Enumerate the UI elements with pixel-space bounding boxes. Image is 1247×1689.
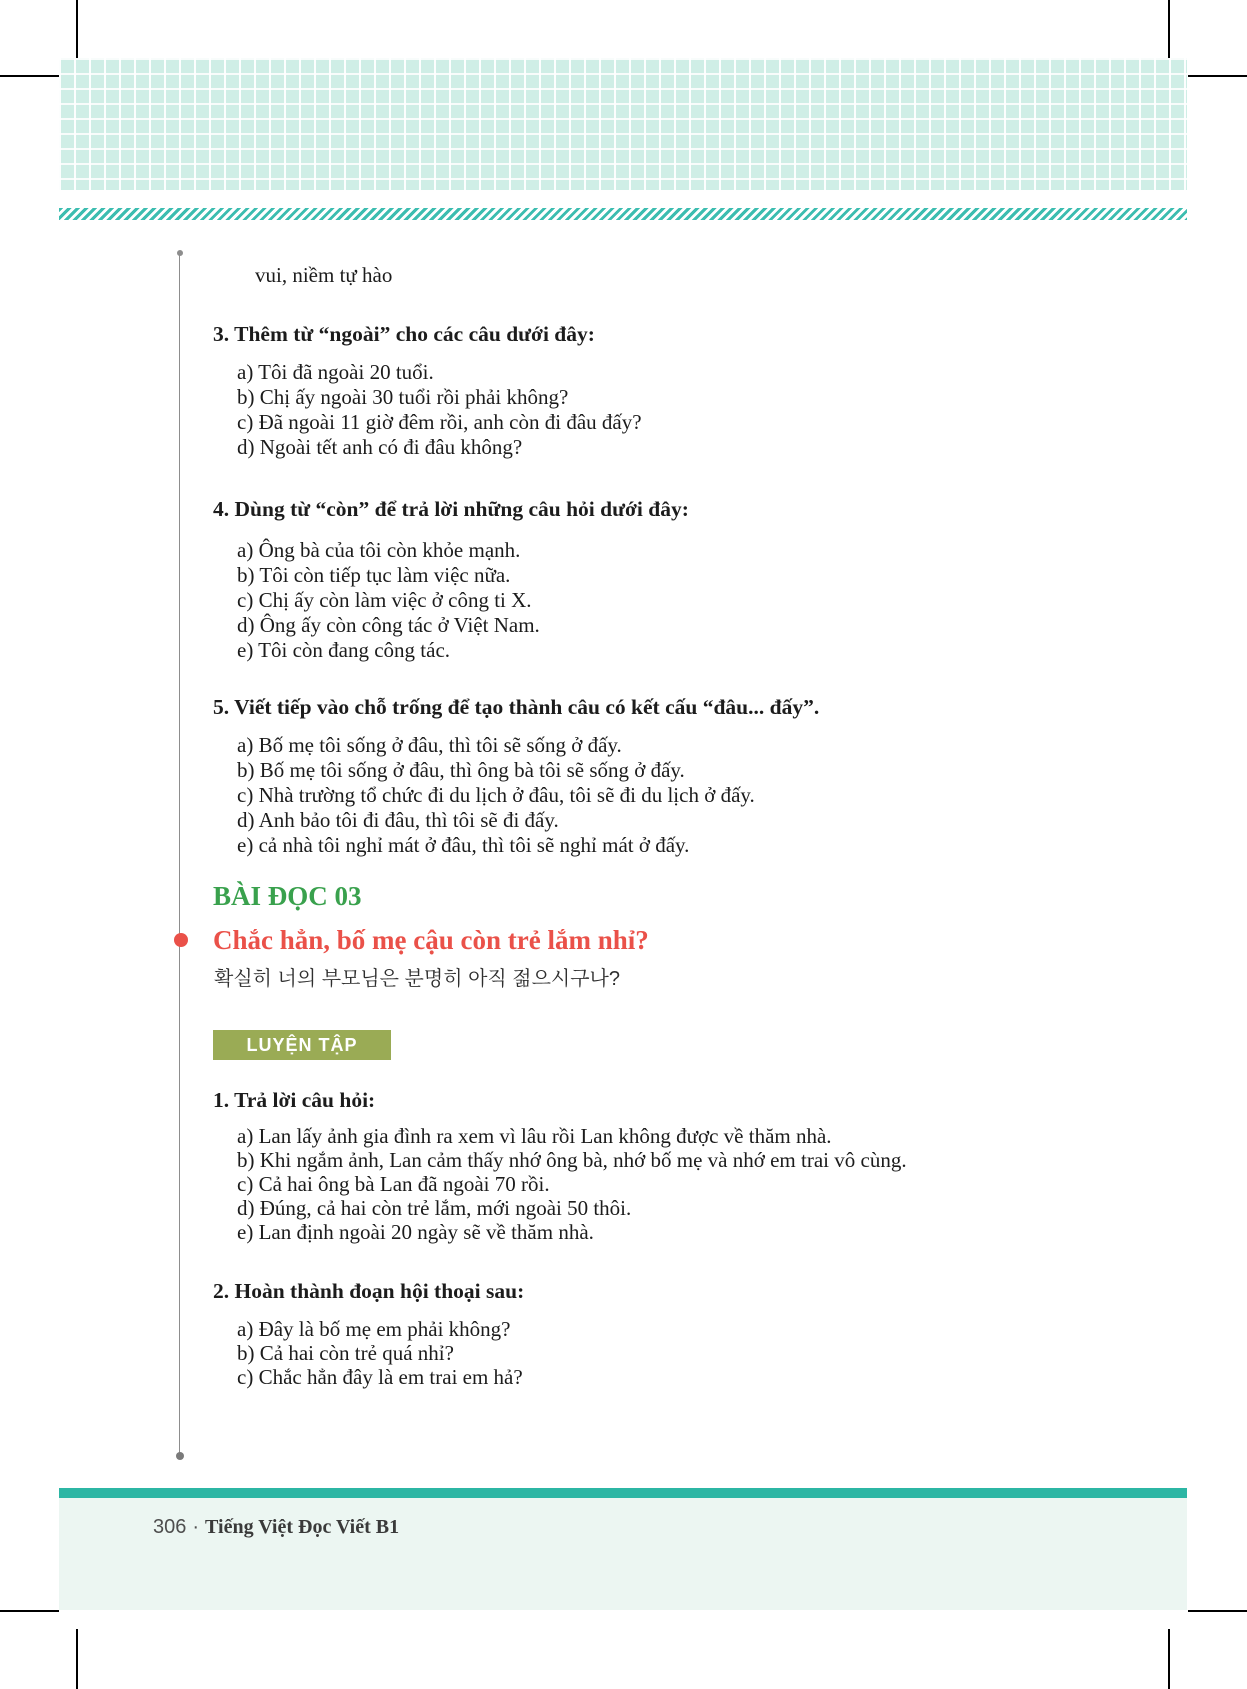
crop-mark-top-left-horizontal: [0, 75, 59, 77]
practice-1-item-d: d) Đúng, cả hai còn trẻ lắm, mới ngoài 50 thôi.: [237, 1196, 632, 1220]
exercise-4-item-a: a) Ông bà của tôi còn khỏe mạnh.: [237, 538, 521, 562]
practice-1-items: [237, 1124, 1247, 1244]
practice-2-title: 2. Hoàn thành đoạn hội thoại sau:: [213, 1279, 525, 1303]
footer-separator: ·: [192, 1516, 200, 1538]
exercise-5-item-d: d) Anh bảo tôi đi đâu, thì tôi sẽ đi đấy.: [237, 808, 559, 832]
spine-dot-bottom: [176, 1452, 184, 1460]
exercise-4-item-c: c) Chị ấy còn làm việc ở công ti X.: [237, 588, 532, 612]
crop-mark-top-right-horizontal: [1188, 75, 1247, 77]
exercise-4-item-e: e) Tôi còn đang công tác.: [237, 638, 451, 662]
exercise-5-title: 5. Viết tiếp vào chỗ trống để tạo thành câu có kết cấu “đâu... đấy”.: [213, 695, 820, 719]
footer-page-number: 306: [153, 1516, 187, 1538]
exercise-5-item-c: c) Nhà trường tổ chức đi du lịch ở đâu, tôi sẽ đi du lịch ở đấy.: [237, 783, 755, 807]
crop-mark-bottom-left-vertical: [76, 1629, 78, 1689]
exercise-4-item-d: d) Ông ấy còn công tác ở Việt Nam.: [237, 613, 540, 637]
header-grid-pattern: [59, 58, 1187, 190]
exercise-4-title: 4. Dùng từ “còn” để trả lời những câu hỏi dưới đây:: [213, 497, 689, 521]
practice-1-title: 1. Trả lời câu hỏi:: [213, 1088, 376, 1112]
footer-teal-bar: [59, 1488, 1187, 1498]
content-spine-line: [179, 253, 180, 1456]
reading-title-vietnamese: Chắc hẳn, bố mẹ cậu còn trẻ lắm nhỉ?: [213, 925, 649, 955]
practice-1-item-b: b) Khi ngắm ảnh, Lan cảm thấy nhớ ông bà, nhớ bố mẹ và nhớ em trai vô cùng.: [237, 1148, 907, 1172]
exercise-3-item-d: d) Ngoài tết anh có đi đâu không?: [237, 435, 523, 459]
crop-mark-bottom-left-horizontal: [0, 1610, 59, 1612]
exercise-5-item-b: b) Bố mẹ tôi sống ở đâu, thì ông bà tôi sẽ sống ở đấy.: [237, 758, 685, 782]
practice-2-items: [237, 1317, 1247, 1389]
reading-bullet-dot: [174, 933, 188, 947]
practice-2-item-b: b) Cả hai còn trẻ quá nhỉ?: [237, 1341, 454, 1365]
footer-background: [59, 1498, 1187, 1610]
exercise-3-item-c: c) Đã ngoài 11 giờ đêm rồi, anh còn đi đâu đấy?: [237, 410, 642, 434]
crop-mark-top-right-vertical: [1168, 0, 1170, 59]
exercise-5-items: [237, 733, 1247, 858]
intro-line: vui, niềm tự hào: [255, 263, 393, 287]
exercise-4-items: [237, 538, 1247, 663]
exercise-5-item-a: a) Bố mẹ tôi sống ở đâu, thì tôi sẽ sống ở đấy.: [237, 733, 622, 757]
footer-book-title: Tiếng Việt Đọc Viết B1: [205, 1516, 400, 1538]
reading-section-label: BÀI ĐỌC 03: [213, 881, 362, 911]
crop-mark-bottom-right-horizontal: [1188, 1610, 1247, 1612]
reading-title-korean: 확실히 너의 부모님은 분명히 아직 젊으시구나?: [214, 968, 620, 990]
exercise-5-item-e: e) cả nhà tôi nghỉ mát ở đâu, thì tôi sẽ nghỉ mát ở đấy.: [237, 833, 690, 857]
exercise-3-item-b: b) Chị ấy ngoài 30 tuổi rồi phải không?: [237, 385, 569, 409]
crop-mark-bottom-right-vertical: [1168, 1629, 1170, 1689]
exercise-3-item-a: a) Tôi đã ngoài 20 tuổi.: [237, 360, 434, 384]
exercise-3-items: [237, 360, 1247, 460]
crop-mark-top-left-vertical: [76, 0, 78, 59]
exercise-3-title: 3. Thêm từ “ngoài” cho các câu dưới đây:: [213, 322, 595, 346]
practice-1-item-c: c) Cả hai ông bà Lan đã ngoài 70 rồi.: [237, 1172, 550, 1196]
practice-2-item-c: c) Chắc hẳn đây là em trai em hả?: [237, 1365, 523, 1389]
practice-2-item-a: a) Đây là bố mẹ em phải không?: [237, 1317, 511, 1341]
practice-badge: LUYỆN TẬP: [213, 1030, 391, 1060]
diagonal-stripe-ribbon: [59, 208, 1187, 220]
exercise-4-item-b: b) Tôi còn tiếp tục làm việc nữa.: [237, 563, 511, 587]
footer-text: [153, 1516, 399, 1539]
spine-dot-top: [177, 250, 183, 256]
practice-1-item-a: a) Lan lấy ảnh gia đình ra xem vì lâu rồi Lan không được về thăm nhà.: [237, 1124, 832, 1148]
practice-1-item-e: e) Lan định ngoài 20 ngày sẽ về thăm nhà.: [237, 1220, 594, 1244]
